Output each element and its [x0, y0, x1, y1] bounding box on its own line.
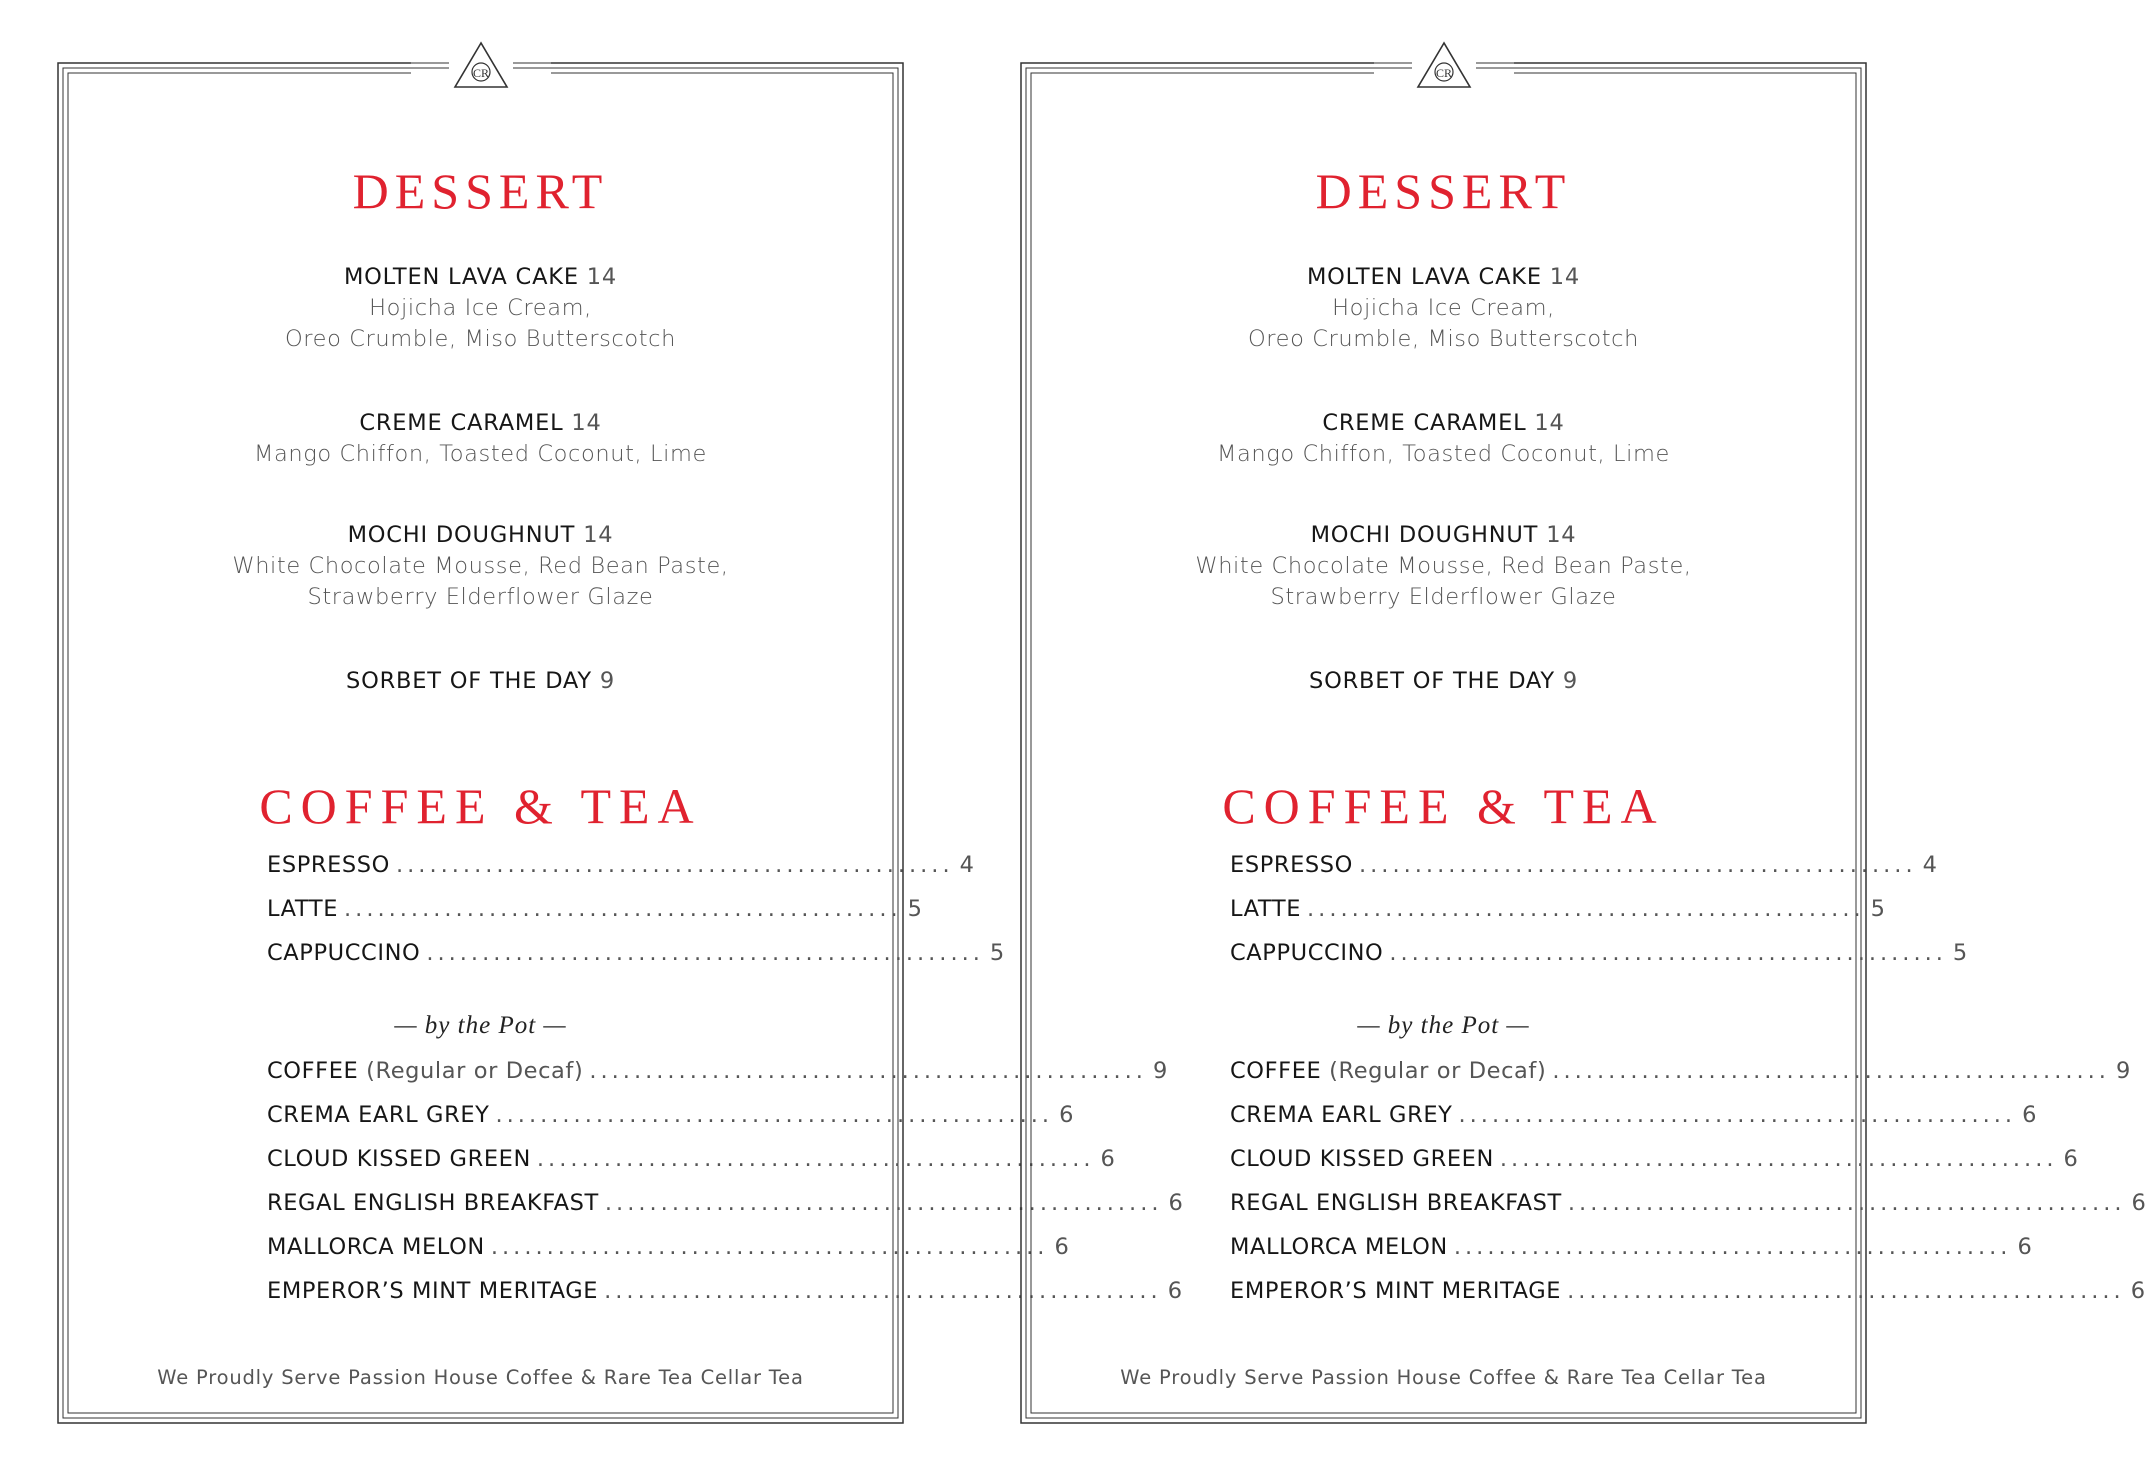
footer-note: We Proudly Serve Passion House Coffee & Rare Tea Cellar Tea	[157, 1366, 804, 1389]
menu-row	[1230, 1234, 2033, 1278]
item-description: Strawberry Elderflower Glaze	[1270, 584, 1617, 610]
item-name: COFFEE	[267, 1058, 359, 1084]
item-price: 6	[2130, 1278, 2146, 1304]
menu-card-left	[57, 62, 1184, 1424]
item-name: SORBET OF THE DAY	[345, 668, 592, 694]
dessert-item	[1020, 666, 1867, 697]
dot-leader: ..................................................	[1499, 1146, 2058, 1172]
item-description: Hojicha Ice Cream,	[1332, 295, 1555, 321]
dessert-item	[57, 666, 904, 697]
item-name: ESPRESSO	[267, 852, 390, 878]
item-name: CREMA EARL GREY	[267, 1102, 490, 1128]
coffee-tea-heading: COFFEE & TEA	[259, 778, 702, 834]
item-name: MALLORCA MELON	[1230, 1234, 1448, 1260]
item-note: (Regular or Decaf)	[1329, 1058, 1547, 1084]
svg-text:CR: CR	[472, 66, 489, 80]
item-name: MOLTEN LAVA CAKE	[1306, 264, 1542, 290]
svg-text:CR: CR	[1435, 66, 1452, 80]
dot-leader: ..................................................	[1359, 852, 1917, 878]
dessert-heading: DESSERT	[1315, 163, 1572, 219]
item-price: 14	[1549, 264, 1581, 290]
menu-card-right	[1020, 62, 2146, 1424]
item-price: 6	[1054, 1234, 1070, 1260]
item-price: 6	[2017, 1234, 2033, 1260]
item-price: 14	[586, 264, 618, 290]
item-price: 6	[1100, 1146, 1116, 1172]
item-name: CAPPUCCINO	[267, 940, 421, 966]
item-name: CREMA EARL GREY	[1230, 1102, 1453, 1128]
item-price: 5	[1952, 940, 1968, 966]
by-the-pot-label: — by the Pot —	[1357, 1012, 1530, 1039]
item-price: 5	[907, 896, 923, 922]
item-name: REGAL ENGLISH BREAKFAST	[1230, 1190, 1562, 1216]
pot-list	[1230, 1058, 2146, 1322]
dot-leader: ..................................................	[1389, 940, 1947, 966]
menu-row	[1230, 1190, 2146, 1234]
menu-row	[1230, 852, 1938, 896]
dot-leader: ..................................................	[604, 1278, 1162, 1304]
dessert-item	[1020, 262, 1867, 355]
item-name: LATTE	[267, 896, 339, 922]
dot-leader: ..................................................	[589, 1058, 1147, 1084]
menu-row	[1230, 1102, 2038, 1146]
item-name: LATTE	[1230, 896, 1302, 922]
dot-leader: ..................................................	[1552, 1058, 2110, 1084]
dessert-item	[57, 408, 904, 470]
dessert-item	[1020, 520, 1867, 613]
dessert-item	[1020, 408, 1867, 470]
item-price: 4	[1922, 852, 1938, 878]
menu-row	[267, 1278, 1183, 1322]
item-name: MOLTEN LAVA CAKE	[343, 264, 579, 290]
item-price: 9	[2115, 1058, 2131, 1084]
item-name: MALLORCA MELON	[267, 1234, 485, 1260]
item-price: 6	[2131, 1190, 2146, 1216]
menu-row	[1230, 1278, 2146, 1322]
footer-note: We Proudly Serve Passion House Coffee & Rare Tea Cellar Tea	[1120, 1366, 1767, 1389]
item-description: White Chocolate Mousse, Red Bean Paste,	[1195, 553, 1692, 579]
dot-leader: ..................................................	[604, 1190, 1163, 1216]
item-price: 14	[1534, 410, 1565, 436]
item-name: EMPEROR’S MINT MERITAGE	[267, 1278, 599, 1304]
menu-row	[1230, 1146, 2079, 1190]
menu-row	[1230, 940, 1968, 984]
menu-row	[267, 852, 975, 896]
dot-leader: ..................................................	[1567, 1190, 2126, 1216]
dot-leader: ..................................................	[344, 896, 902, 922]
menu-row	[267, 940, 1005, 984]
dot-leader: ..................................................	[426, 940, 984, 966]
item-price: 5	[1870, 896, 1886, 922]
item-price: 14	[583, 522, 614, 548]
pot-list	[267, 1058, 1184, 1322]
item-description: Oreo Crumble, Miso Butterscotch	[285, 326, 676, 352]
item-description: Strawberry Elderflower Glaze	[307, 584, 654, 610]
item-description: Hojicha Ice Cream,	[369, 295, 592, 321]
item-name: COFFEE	[1230, 1058, 1322, 1084]
item-name: SORBET OF THE DAY	[1308, 668, 1555, 694]
item-name: ESPRESSO	[1230, 852, 1353, 878]
item-price: 9	[1152, 1058, 1168, 1084]
menu-row	[267, 1102, 1075, 1146]
menu-row	[1230, 896, 1886, 940]
item-price: 9	[1562, 668, 1578, 694]
dot-leader: ..................................................	[490, 1234, 1049, 1260]
item-price: 6	[1059, 1102, 1075, 1128]
item-name: CLOUD KISSED GREEN	[1230, 1146, 1494, 1172]
dessert-item	[57, 520, 904, 613]
item-price: 14	[1546, 522, 1577, 548]
item-description: White Chocolate Mousse, Red Bean Paste,	[232, 553, 729, 579]
menu-row	[267, 896, 923, 940]
item-name: MOCHI DOUGHNUT	[1310, 522, 1539, 548]
item-price: 4	[959, 852, 975, 878]
item-price: 6	[1167, 1278, 1183, 1304]
item-note: (Regular or Decaf)	[366, 1058, 584, 1084]
item-price: 6	[2063, 1146, 2079, 1172]
dot-leader: ..................................................	[396, 852, 954, 878]
item-description: Oreo Crumble, Miso Butterscotch	[1248, 326, 1639, 352]
item-name: CLOUD KISSED GREEN	[267, 1146, 531, 1172]
item-name: MOCHI DOUGHNUT	[347, 522, 576, 548]
menu-row	[267, 1234, 1070, 1278]
dot-leader: ..................................................	[1453, 1234, 2012, 1260]
dot-leader: ..................................................	[495, 1102, 1054, 1128]
dessert-item	[57, 262, 904, 355]
item-price: 5	[989, 940, 1005, 966]
by-the-pot-label: — by the Pot —	[394, 1012, 567, 1039]
dot-leader: ..................................................	[1458, 1102, 2017, 1128]
item-price: 6	[2022, 1102, 2038, 1128]
dot-leader: ..................................................	[536, 1146, 1095, 1172]
item-name: REGAL ENGLISH BREAKFAST	[267, 1190, 599, 1216]
dessert-heading: DESSERT	[352, 163, 609, 219]
item-name: CREME CARAMEL	[1322, 410, 1527, 436]
menu-row	[1230, 1058, 2131, 1102]
dot-leader: ..................................................	[1307, 896, 1865, 922]
menu-row	[267, 1058, 1168, 1102]
menu-row	[267, 1190, 1184, 1234]
item-name: CREME CARAMEL	[359, 410, 564, 436]
item-price: 14	[571, 410, 602, 436]
item-description: Mango Chiffon, Toasted Coconut, Lime	[254, 441, 707, 467]
coffee-list	[1230, 852, 1968, 984]
item-name: CAPPUCCINO	[1230, 940, 1384, 966]
coffee-list	[267, 852, 1005, 984]
item-price: 6	[1168, 1190, 1184, 1216]
dot-leader: ..................................................	[1567, 1278, 2125, 1304]
item-price: 9	[599, 668, 615, 694]
coffee-tea-heading: COFFEE & TEA	[1222, 778, 1665, 834]
menu-row	[267, 1146, 1116, 1190]
item-description: Mango Chiffon, Toasted Coconut, Lime	[1217, 441, 1670, 467]
item-name: EMPEROR’S MINT MERITAGE	[1230, 1278, 1562, 1304]
